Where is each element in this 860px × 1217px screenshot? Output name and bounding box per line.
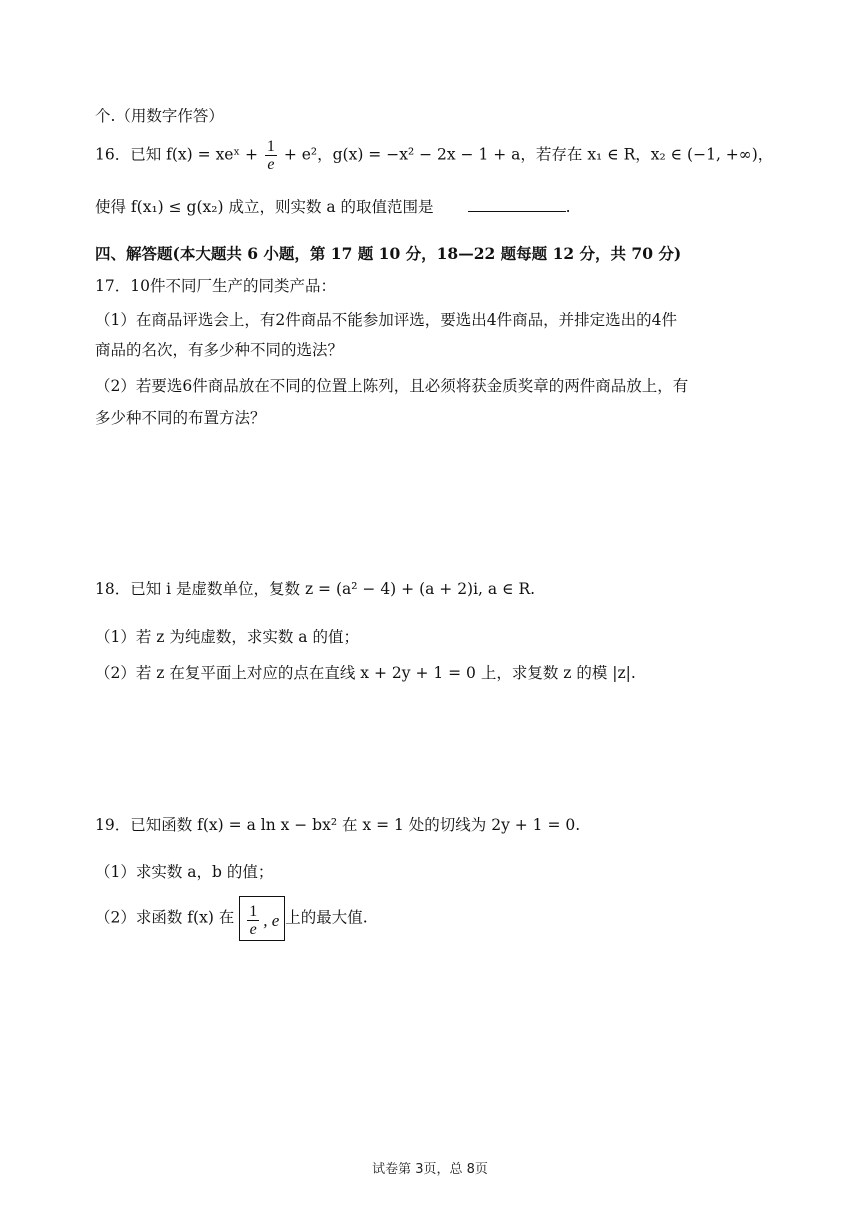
previous-question-tail: 个.（用数字作答） — [95, 107, 224, 125]
question-16-condition: 使得 f(x₁) ≤ g(x₂) 成立，则实数 a 的取值范围是 — [95, 198, 434, 216]
question-19-stem: 19．已知函数 f(x) = a ln x − bx² 在 x = 1 处的切线为 2y + 1 = 0. — [95, 816, 581, 834]
answer-blank[interactable] — [468, 193, 566, 212]
question-16-line-1 — [95, 138, 773, 173]
interval-fraction — [247, 903, 259, 938]
fraction-denominator: e — [267, 156, 275, 173]
question-18-stem: 18．已知 i 是虚数单位，复数 z = (a² − 4) + (a + 2)i, a ∈ R. — [95, 580, 536, 598]
question-16-text-a: 16．已知 f(x) = xeˣ + — [95, 145, 263, 164]
question-19-part-2-prefix: （2）求函数 f(x) 在 — [95, 908, 235, 927]
interval-fraction-numerator: 1 — [249, 903, 258, 920]
question-17-part-2-line-2: 多少种不同的布置方法？ — [95, 409, 266, 427]
question-17-part-2-line-1: （2）若要选6件商品放在不同的位置上陈列，且必须将获金质奖章的两件商品放上，有 — [95, 377, 689, 395]
question-16-period: . — [565, 198, 571, 216]
question-16-line-2 — [95, 193, 571, 219]
question-17-stem: 17．10件不同厂生产的同类产品： — [95, 277, 336, 295]
interval-upper-bound: , e — [263, 910, 280, 930]
question-19-part-2-suffix: 上的最大值. — [285, 908, 368, 927]
question-19-part-1: （1）求实数 a，b 的值； — [95, 863, 274, 881]
question-19-part-2 — [95, 896, 368, 941]
fraction-one-over-e — [265, 138, 277, 173]
interval-fraction-denominator: e — [249, 921, 257, 938]
question-17-part-1-line-1: （1）在商品评选会上，有2件商品不能参加评选，要选出4件商品，并排定选出的4件 — [95, 311, 677, 329]
question-18-part-2: （2）若 z 在复平面上对应的点在直线 x + 2y + 1 = 0 上，求复数 z 的模 |z|. — [95, 664, 636, 682]
section-4-title: 四、解答题(本大题共 6 小题，第 17 题 10 分，18—22 题每题 12 分，共 70 分) — [95, 244, 682, 263]
closed-interval — [239, 896, 285, 941]
fraction-numerator: 1 — [266, 138, 275, 155]
question-17-part-1-line-2: 商品的名次，有多少种不同的选法？ — [95, 341, 344, 359]
question-18-part-1: （1）若 z 为纯虚数，求实数 a 的值； — [95, 628, 359, 646]
page-footer: 试卷第 3页，总 8页 — [372, 1162, 488, 1177]
question-16-text-b: + e²，g(x) = −x² − 2x − 1 + a，若存在 x₁ ∈ R，x₂ ∈ (−1, +∞)， — [278, 145, 774, 164]
